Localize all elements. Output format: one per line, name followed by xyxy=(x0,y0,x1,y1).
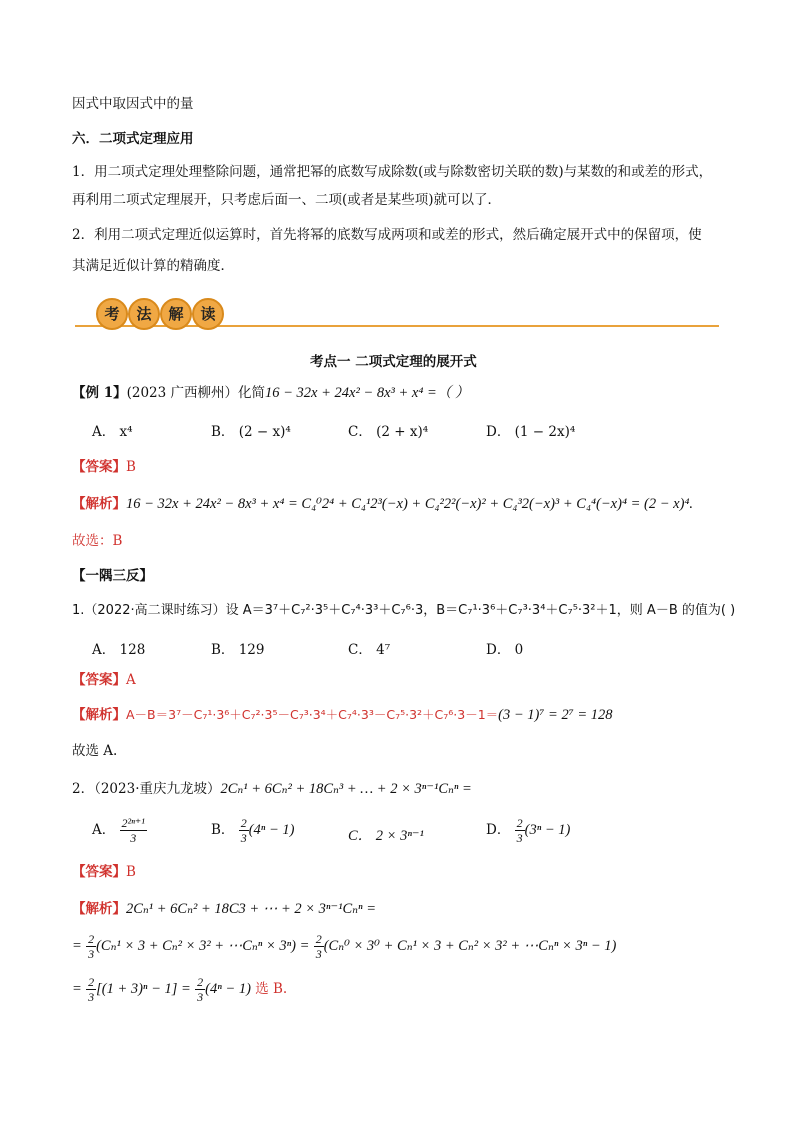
q2-line2-eq: = xyxy=(72,938,82,954)
q2-analysis-label: 【解析】 xyxy=(72,901,126,917)
ex1-option-d[interactable]: D． (1 − 2x)⁴ xyxy=(486,424,576,440)
q2-line3-b: [(1 + 3)ⁿ − 1] = xyxy=(96,981,191,997)
ex1-expr: 16 − 32x + 24x² − 8x³ + x⁴ =（ ） xyxy=(265,385,470,401)
q2-analysis-line3 xyxy=(72,975,287,1004)
ex1-source: (2023 广西柳州）化简 xyxy=(126,385,266,401)
q2-answer xyxy=(72,862,136,882)
q2-line2-frac2 xyxy=(314,932,324,961)
q2-option-c-text: C． 2 × 3ⁿ⁻¹ xyxy=(348,828,424,844)
q2-line3-c: (4ⁿ − 1) xyxy=(205,981,251,997)
q2-option-a-fraction xyxy=(120,816,147,845)
ex1-option-c[interactable]: C． (2 + x)⁴ xyxy=(348,424,429,440)
q2-line2-frac2-den: 3 xyxy=(315,947,322,961)
q2-option-b-tail: (4ⁿ − 1) xyxy=(248,822,295,838)
para1-line1: 1．用二项式定理处理整除问题，通常把幂的底数写成除数(或与除数密切关联的数)与某数的和或差的形式， xyxy=(72,164,713,180)
q2-option-d-num: 2 xyxy=(516,816,523,830)
q2-option-a[interactable] xyxy=(92,816,147,845)
q1-analysis-text: A－B＝3⁷－C₇¹·3⁶＋C₇²·3⁵－C₇³·3⁴＋C₇⁴·3³－C₇⁵·3²＋C₇⁶·3－1＝ xyxy=(126,707,499,722)
q2-option-b-num: 2 xyxy=(240,816,247,830)
ex1-option-b[interactable]: B． (2 − x)⁴ xyxy=(211,424,291,440)
ex1-conclusion: 故选：B xyxy=(72,533,123,549)
q2-line2-frac1-den: 3 xyxy=(88,947,95,961)
q1-answer-value: A xyxy=(126,672,136,688)
q2-option-a-num: 2²ⁿ⁺¹ xyxy=(121,816,145,830)
ex1-stem xyxy=(72,383,469,403)
q2-line2-b: (Cₙ¹ × 3 + Cₙ² × 3² + ⋯Cₙⁿ × 3ⁿ) = xyxy=(96,938,310,954)
q2-line3-frac1-num: 2 xyxy=(88,975,95,989)
q2-option-b[interactable] xyxy=(211,816,294,845)
q2-option-d[interactable] xyxy=(486,816,570,845)
q1-option-a[interactable]: A． 128 xyxy=(92,642,146,658)
q2-stem xyxy=(72,779,472,799)
q1-analysis-tail: (3 − 1)⁷ = 2⁷ = 128 xyxy=(498,707,613,723)
q1-option-b[interactable]: B． 129 xyxy=(211,642,265,658)
q2-stem-expr: 2Cₙ¹ + 6Cₙ² + 18Cₙ³ + … + 2 × 3ⁿ⁻¹Cₙⁿ = xyxy=(220,781,472,797)
banner-char-2: 法 xyxy=(128,298,160,330)
yiyu-label: 【一隅三反】 xyxy=(72,568,153,584)
q2-line2-c: (Cₙ⁰ × 3⁰ + Cₙ¹ × 3 + Cₙ² × 3² + ⋯Cₙⁿ × 3ⁿ − 1) xyxy=(323,938,617,954)
banner-char-3: 解 xyxy=(160,298,192,330)
q2-option-c[interactable] xyxy=(348,824,424,845)
q1-conclusion: 故选 A. xyxy=(72,743,118,759)
para2-line2: 其满足近似计算的精确度． xyxy=(72,258,234,274)
q2-analysis-line1: 2Cₙ¹ + 6Cₙ² + 18C3 + ⋯ + 2 × 3ⁿ⁻¹Cₙⁿ = xyxy=(126,901,376,917)
q2-line3-frac1 xyxy=(86,975,96,1004)
ex1-label: 【例 1】 xyxy=(72,385,127,401)
q2-option-d-den: 3 xyxy=(516,831,523,845)
para2-line1: 2．利用二项式定理近似运算时，首先将幂的底数写成两项和或差的形式，然后确定展开式中的保留项，使 xyxy=(72,227,702,243)
banner-char-4: 读 xyxy=(192,298,224,330)
q1-option-c[interactable]: C． 4⁷ xyxy=(348,642,391,658)
q1-option-d[interactable]: D． 0 xyxy=(486,642,524,658)
q1-answer-label: 【答案】 xyxy=(72,672,126,688)
q2-line3-frac2-num: 2 xyxy=(197,975,204,989)
q2-option-d-label: D． xyxy=(486,822,511,838)
section-title: 六．二项式定理应用 xyxy=(72,131,194,147)
ex1-analysis-text: 16 − 32x + 24x² − 8x³ + x⁴ = C₄⁰2⁴ + C₄¹2³(−x) + C₄²2²(−x)² + C₄³2(−x)³ + C₄⁴(−x)⁴ = (2 − x)⁴. xyxy=(126,496,694,512)
q2-analysis xyxy=(72,899,376,919)
ex1-answer xyxy=(72,457,136,477)
q2-line2-frac1-num: 2 xyxy=(88,932,95,946)
q2-option-a-label: A． xyxy=(92,822,116,838)
q2-analysis-line2 xyxy=(72,932,616,961)
q1-analysis-label: 【解析】 xyxy=(72,707,126,723)
q2-answer-value: B xyxy=(126,864,136,880)
ex1-answer-label: 【答案】 xyxy=(72,459,126,475)
kaodian-title: 考点一 二项式定理的展开式 xyxy=(310,354,477,370)
q1-analysis xyxy=(72,705,613,725)
banner-char-1: 考 xyxy=(96,298,128,330)
q2-line3-eq: = xyxy=(72,981,82,997)
q2-option-d-fraction xyxy=(515,816,525,845)
q2-option-d-tail: (3ⁿ − 1) xyxy=(524,822,571,838)
q2-answer-label: 【答案】 xyxy=(72,864,126,880)
q2-line3-tail: 选 B. xyxy=(255,981,288,997)
q2-option-b-den: 3 xyxy=(240,831,247,845)
q1-stem: 1.（2022·高二课时练习）设 A＝3⁷＋C₇²·3⁵＋C₇⁴·3³＋C₇⁶·3，B＝C₇¹·3⁶＋C₇³·3⁴＋C₇⁵·3²＋1，则 A－B 的值为( ) xyxy=(72,603,736,618)
ex1-analysis-label: 【解析】 xyxy=(72,496,126,512)
ex1-analysis xyxy=(72,494,693,514)
q1-answer xyxy=(72,670,136,690)
q2-line3-frac2 xyxy=(195,975,205,1004)
q2-option-a-den: 3 xyxy=(130,831,137,845)
q2-stem-prefix: 2．（2023·重庆九龙坡） xyxy=(72,781,221,797)
ex1-option-a[interactable]: A． x⁴ xyxy=(92,424,133,440)
q2-line2-frac1 xyxy=(86,932,96,961)
q2-line3-frac2-den: 3 xyxy=(197,990,204,1004)
q2-line3-frac1-den: 3 xyxy=(88,990,95,1004)
q2-line2-frac2-num: 2 xyxy=(315,932,322,946)
para1-line2: 再利用二项式定理展开，只考虑后面一、二项(或者是某些项)就可以了． xyxy=(72,192,502,208)
q2-option-b-label: B． xyxy=(211,822,235,838)
ex1-answer-value: B xyxy=(126,459,136,475)
q2-option-b-fraction xyxy=(239,816,249,845)
top-line: 因式中取因式中的量 xyxy=(72,96,194,112)
